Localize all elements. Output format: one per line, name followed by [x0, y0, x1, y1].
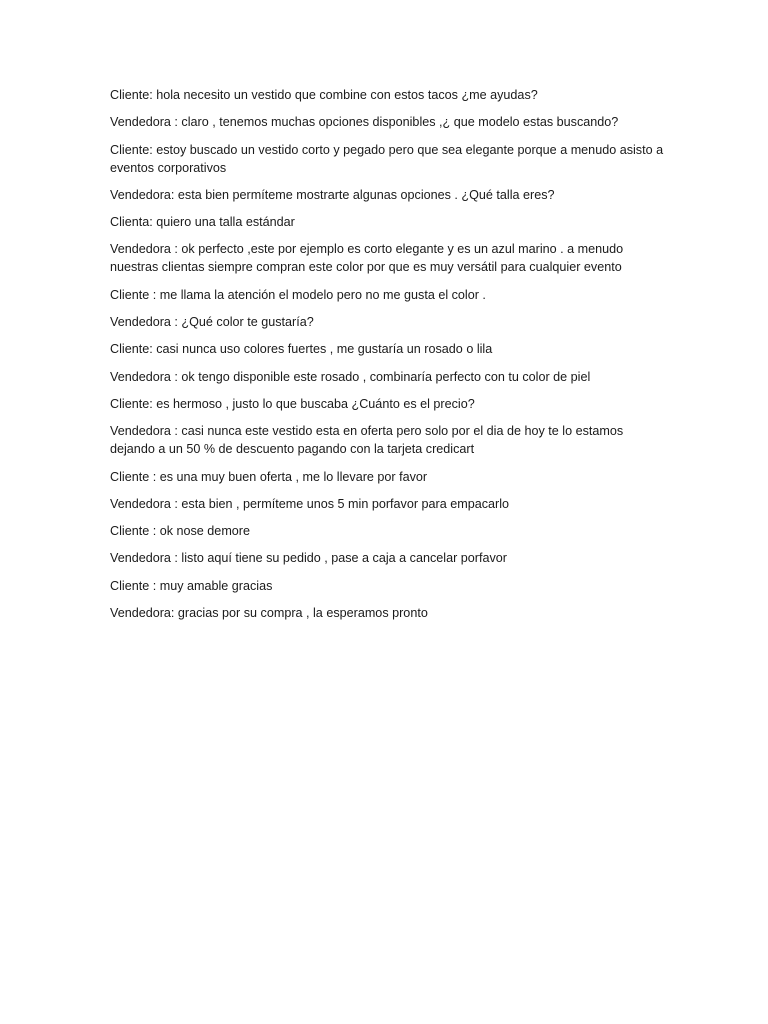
dialogue-line: Vendedora : claro , tenemos muchas opciones disponibles ,¿ que modelo estas buscando? — [110, 115, 619, 130]
dialogue-line: Vendedora : esta bien , permíteme unos 5 min porfavor para empacarlo — [110, 496, 510, 511]
dialogue-line: Cliente : ok nose demore — [110, 524, 251, 539]
dialogue-line: Vendedora : ok perfecto ,este por ejemplo es corto elegante y es un azul marino . a menudo nuestras clientas siempre compran este color por que es muy versátil para cualquier evento — [110, 242, 624, 275]
dialogue-line: Cliente : me llama la atención el modelo pero no me gusta el color . — [110, 287, 486, 302]
dialogue-line: Vendedora : ¿Qué color te gustaría? — [110, 315, 314, 330]
dialogue-line: Clienta: quiero una talla estándar — [110, 215, 295, 230]
dialogue-line: Cliente: casi nunca uso colores fuertes , me gustaría un rosado o lila — [110, 342, 493, 357]
dialogue-line: Cliente: estoy buscado un vestido corto y pegado pero que sea elegante porque a menudo asisto a eventos corporativos — [110, 142, 664, 175]
dialogue-line: Cliente: hola necesito un vestido que combine con estos tacos ¿me ayudas? — [110, 88, 538, 102]
dialogue-line: Cliente : muy amable gracias — [110, 578, 273, 593]
dialogue-line: Vendedora : casi nunca este vestido esta en oferta pero solo por el dia de hoy te lo estamos dejando a un 50 % de descuento pagando con la tarjeta credicart — [110, 424, 624, 457]
dialogue-text — [110, 86, 670, 631]
dialogue-line: Cliente: es hermoso , justo lo que buscaba ¿Cuánto es el precio? — [110, 396, 475, 411]
dialogue-line: Vendedora: gracias por su compra , la esperamos pronto — [110, 606, 428, 621]
dialogue-line: Vendedora : listo aquí tiene su pedido , pase a caja a cancelar porfavor — [110, 551, 507, 566]
dialogue-line: Cliente : es una muy buen oferta , me lo llevare por favor — [110, 469, 428, 484]
dialogue-line: Vendedora : ok tengo disponible este rosado , combinaría perfecto con tu color de piel — [110, 369, 591, 384]
dialogue-line: Vendedora: esta bien permíteme mostrarte algunas opciones . ¿Qué talla eres? — [110, 187, 555, 202]
